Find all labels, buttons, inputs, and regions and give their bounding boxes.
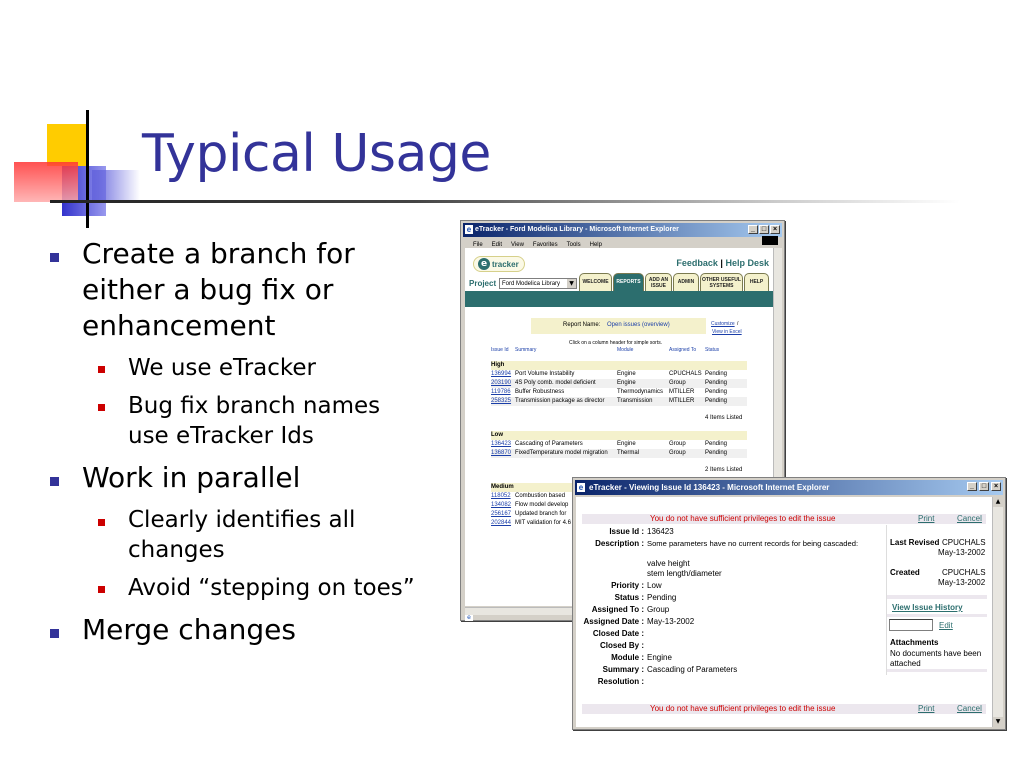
- warning-bar-top: [582, 514, 986, 524]
- created-by: CPUCHALS: [942, 568, 986, 577]
- decoration-red-square: [14, 162, 78, 202]
- header-links: Feedback | Help Desk: [676, 258, 769, 268]
- view-in-excel-link[interactable]: View in Excel: [712, 329, 742, 335]
- edit-link[interactable]: Edit: [939, 621, 953, 630]
- col-summary[interactable]: Summary: [515, 347, 537, 353]
- cancel-link[interactable]: Cancel: [957, 704, 982, 713]
- bullet-1: Create a branch for either a bug fix or enhancement: [82, 237, 355, 342]
- menu-file[interactable]: File: [473, 242, 483, 248]
- last-revised-date: May-13-2002: [938, 548, 986, 557]
- back-page-content: e tracker Feedback | Help Desk Project Ford Modelica Library ▼ WELCOME REPORTS ADD AN ISSUE ADMIN OTHER USEFUL SYSTEMS HELP Report Name: Open issues (overview) Customize / View in Excel Click on a column header for simple sorts. Issue Id Summary Module Assigned To Status High 136994 Port Volume Instability Engine CPUCHALS Pending 203190 4S Poly comb. model deficient Engine Group Pending 119786 Buffer Robustness Thermodynamics MTILLER Pending 258325 Transmission package as director Transmission MTILLER Pending 4 Items Listed Low 136423 Cascading of Parameters Engine Group Pending 136870 FixedTemperature model migration Thermal Group Pending 2 Items Listed Medium 118052 Combustion based 134082 Flow model develop 256167 Updated branch for 202844 MIT validation for 4.6: [465, 248, 775, 606]
- issue-id-link[interactable]: 256167: [491, 511, 512, 517]
- side-divider: [887, 614, 987, 617]
- close-button[interactable]: ×: [991, 482, 1001, 491]
- tab-help[interactable]: HELP: [744, 273, 769, 291]
- issue-id-link[interactable]: 119786: [491, 389, 511, 395]
- issue-id-link[interactable]: 136994: [491, 371, 512, 377]
- slide-title: Typical Usage: [142, 124, 491, 184]
- front-window-titlebar: e eTracker - Viewing Issue Id 136423 - Microsoft Internet Explorer _ □ ×: [575, 480, 1003, 495]
- issue-id-link[interactable]: 258325: [491, 398, 512, 404]
- minimize-button[interactable]: _: [748, 225, 758, 234]
- menu-tools[interactable]: Tools: [566, 242, 581, 248]
- menu-help[interactable]: Help: [589, 242, 602, 248]
- chevron-down-icon[interactable]: ▼: [567, 279, 576, 288]
- col-issue-id[interactable]: Issue Id: [491, 347, 509, 353]
- assigned-date-value: May-13-2002: [647, 617, 695, 626]
- sub-bullet-marker: [98, 586, 105, 593]
- summary-value: Cascading of Parameters: [647, 665, 738, 674]
- priority-value: Low: [647, 581, 662, 590]
- title-rule: [50, 200, 960, 203]
- feedback-link[interactable]: Feedback: [676, 258, 718, 268]
- ie-status-icon: e: [465, 615, 473, 621]
- tab-add-issue[interactable]: ADD AN ISSUE: [645, 273, 672, 291]
- bullet-marker: [50, 629, 59, 638]
- ie-icon: e: [578, 483, 584, 492]
- sub-bullet-marker: [98, 404, 105, 411]
- module-value: Engine: [647, 653, 672, 662]
- last-revised-by: CPUCHALS: [942, 538, 986, 547]
- group-header: High: [491, 361, 747, 370]
- menu-edit[interactable]: Edit: [491, 242, 503, 248]
- bullet-3: Merge changes: [82, 613, 296, 646]
- col-assigned-to[interactable]: Assigned To: [669, 347, 697, 353]
- e-logo-icon: e: [478, 258, 490, 270]
- table-row: 258325 Transmission package as director Transmission MTILLER Pending: [491, 397, 747, 406]
- back-window-titlebar: e eTracker - Ford Modelica Library - Microsoft Internet Explorer _ □ ×: [463, 223, 782, 237]
- sub-bullet-2-2: Avoid “stepping on toes”: [128, 575, 415, 601]
- bullet-marker: [50, 477, 59, 486]
- col-module[interactable]: Module: [617, 347, 634, 353]
- project-label: Project: [469, 279, 497, 288]
- tab-reports[interactable]: REPORTS: [613, 273, 644, 291]
- ie-icon: e: [466, 225, 472, 234]
- side-panel: Last Revised CPUCHALS May-13-2002 Created CPUCHALS May-13-2002 View Issue History Edit Attachments No documents have been attached: [886, 525, 986, 675]
- report-name-link[interactable]: Open issues (overview): [607, 322, 670, 328]
- vertical-scrollbar[interactable]: [992, 497, 1003, 727]
- table-row: 136423 Cascading of Parameters Engine Group Pending: [491, 440, 747, 449]
- tab-welcome[interactable]: WELCOME: [579, 273, 612, 291]
- nav-tabs: [579, 273, 775, 291]
- sub-bullet-1-2: Bug fix branch names use eTracker Ids: [128, 393, 381, 449]
- issue-id-link[interactable]: 118052: [491, 493, 511, 499]
- front-browser-window: [572, 477, 1006, 730]
- decoration-vertical-line: [86, 110, 89, 228]
- report-name-box: Report Name: Open issues (overview): [531, 318, 706, 334]
- bullet-marker: [50, 253, 59, 262]
- group-header: Low: [491, 431, 747, 440]
- minimize-button[interactable]: _: [967, 482, 977, 491]
- windows-logo-icon: [762, 236, 778, 245]
- col-status[interactable]: Status: [705, 347, 720, 353]
- project-select[interactable]: Ford Modelica Library ▼: [499, 278, 577, 289]
- etracker-logo: e tracker: [473, 256, 525, 272]
- sub-bullet-marker: [98, 519, 105, 526]
- sub-bullet-marker: [98, 366, 105, 373]
- table-row: 202844 MIT validation for 4.6: [491, 520, 571, 526]
- table-row: 136994 Port Volume Instability Engine CPUCHALS Pending: [491, 370, 747, 379]
- sub-bullet-1-1: We use eTracker: [128, 355, 316, 381]
- privilege-warning: You do not have sufficient privileges to edit the issue: [650, 704, 836, 713]
- status-value: Pending: [647, 593, 677, 602]
- teal-band: [465, 291, 775, 307]
- group-header: Medium: [491, 483, 747, 492]
- items-count: 2 Items Listed: [705, 467, 743, 473]
- menu-bar: [473, 236, 611, 246]
- print-link[interactable]: Print: [918, 704, 935, 713]
- table-row: 118052 Combustion based: [491, 493, 566, 499]
- issue-id-value: 136423: [647, 527, 674, 536]
- warning-bar-bottom: [582, 704, 986, 714]
- table-header: [491, 346, 747, 355]
- side-divider: [887, 595, 987, 599]
- close-button[interactable]: ×: [770, 225, 780, 234]
- description-value: Some parameters have no current records for being cascaded:: [647, 539, 859, 548]
- menu-favorites[interactable]: Favorites: [532, 242, 558, 248]
- bullet-2: Work in parallel: [82, 461, 301, 494]
- edit-input[interactable]: [889, 619, 933, 631]
- tab-other-systems[interactable]: OTHER USEFUL SYSTEMS: [700, 273, 743, 291]
- menu-view[interactable]: View: [511, 242, 524, 248]
- scroll-up-arrow[interactable]: ▲: [993, 497, 1003, 507]
- issue-id-link[interactable]: 202844: [491, 520, 512, 526]
- issue-fields: Issue Id : 136423 Description : Some parameters have no current records for being cascaded: valve height stem length/diameter Priority : Low Status : Pending Assigned To : Group Assigned Date : May-13-2002 Closed Date : Closed By : Module : Engine Summary : Cascading of Parameters Resolution :: [583, 527, 859, 686]
- view-issue-history-link[interactable]: View Issue History: [892, 603, 963, 612]
- table-row: 256167 Updated branch for: [491, 511, 567, 517]
- front-page-content: [576, 497, 993, 727]
- maximize-button[interactable]: □: [979, 482, 989, 491]
- issue-id-link[interactable]: 136423: [491, 441, 512, 447]
- decoration-blue-fade: [92, 170, 140, 200]
- created-date: May-13-2002: [938, 578, 986, 587]
- scroll-down-arrow[interactable]: ▼: [993, 717, 1003, 727]
- issue-id-link[interactable]: 134082: [491, 502, 512, 508]
- maximize-button[interactable]: □: [759, 225, 769, 234]
- issue-id-link[interactable]: 203190: [491, 380, 512, 386]
- cancel-link[interactable]: Cancel: [957, 514, 982, 523]
- side-divider: [887, 669, 987, 672]
- tab-admin[interactable]: ADMIN: [673, 273, 699, 291]
- print-link[interactable]: Print: [918, 514, 935, 523]
- issue-id-link[interactable]: 136870: [491, 450, 512, 456]
- customize-link[interactable]: Customize: [711, 321, 735, 327]
- table-row: 119786 Buffer Robustness Thermodynamics MTILLER Pending: [491, 388, 747, 397]
- table-row: 203190 4S Poly comb. model deficient Engine Group Pending: [491, 379, 747, 388]
- table-row: 134082 Flow model develop: [491, 502, 569, 508]
- table-row: 136870 FixedTemperature model migration Thermal Group Pending: [491, 449, 747, 458]
- decoration-yellow-square: [47, 124, 89, 166]
- items-count: 4 Items Listed: [705, 415, 743, 421]
- sub-bullet-2-1: Clearly identifies all changes: [128, 507, 356, 563]
- privilege-warning: You do not have sufficient privileges to edit the issue: [650, 514, 836, 523]
- assigned-to-value: Group: [647, 605, 670, 614]
- help-desk-link[interactable]: Help Desk: [725, 258, 769, 268]
